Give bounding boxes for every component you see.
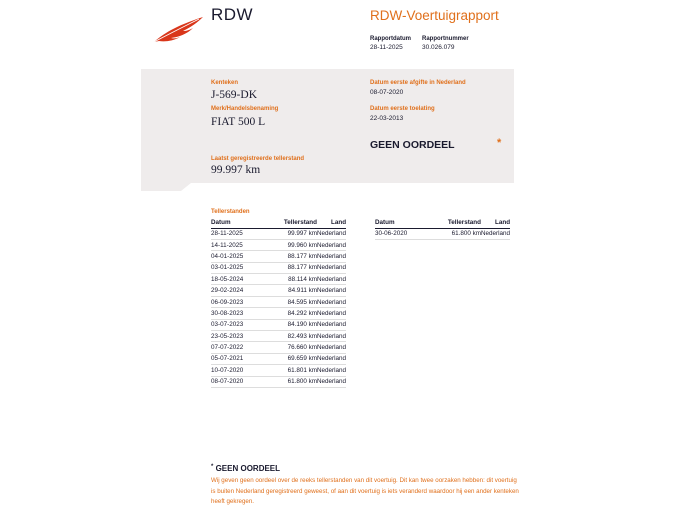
reading-country: Nederland [317, 353, 346, 364]
rapportnummer-value: 30.026.079 [422, 44, 455, 51]
reading-date: 05-07-2021 [211, 353, 267, 364]
reading-date: 03-07-2023 [211, 319, 267, 330]
reading-country: Nederland [317, 239, 346, 250]
reading-odometer: 88.177 km [267, 262, 317, 273]
reading-date: 29-02-2024 [211, 285, 267, 296]
table-header-row [375, 218, 510, 228]
reading-date: 08-07-2020 [211, 376, 267, 387]
table-row [375, 228, 510, 239]
teller-label: Laatst geregistreerde tellerstand [211, 156, 305, 162]
verdict-marker: * [497, 137, 502, 149]
reading-date: 07-07-2022 [211, 342, 267, 353]
column-header-datum: Datum [375, 218, 431, 228]
reading-country: Nederland [317, 342, 346, 353]
rdw-feather-logo-icon [153, 14, 205, 44]
reading-date: 10-07-2020 [211, 365, 267, 376]
report-title: RDW-Voertuigrapport [370, 8, 499, 23]
reading-odometer: 61.801 km [267, 365, 317, 376]
eerste-toelating-value: 22-03-2013 [370, 115, 404, 122]
footnote-text: Wij geven geen oordeel over de reeks tellerstanden van dit voertuig. Dit kan twee oorzaken hebben: dit voertuig is buiten Nederland geregistreerd geweest, of aan dit voertuig is iets veranderd waardoor hij een ander kenteken heeft gekregen. [211, 477, 519, 505]
column-header-land: Land [317, 218, 346, 228]
table-row [211, 319, 346, 330]
rapportnummer-label: Rapportnummer [422, 36, 469, 42]
column-header-datum: Datum [211, 218, 267, 228]
table-row [211, 239, 346, 250]
table-row [211, 296, 346, 307]
verdict-text: GEEN OORDEEL [370, 139, 455, 151]
table-row [211, 262, 346, 273]
table-row [211, 331, 346, 342]
reading-odometer: 84.190 km [267, 319, 317, 330]
reading-country: Nederland [481, 228, 510, 239]
tellerstanden-title: Tellerstanden [211, 209, 250, 215]
reading-odometer: 88.177 km [267, 251, 317, 262]
table-row [211, 308, 346, 319]
table-row [211, 365, 346, 376]
reading-country: Nederland [317, 365, 346, 376]
reading-date: 18-05-2024 [211, 274, 267, 285]
reading-country: Nederland [317, 274, 346, 285]
reading-date: 30-06-2020 [375, 228, 431, 239]
reading-country: Nederland [317, 285, 346, 296]
column-header-tellerstand: Tellerstand [267, 218, 317, 228]
eerste-afgifte-value: 08-07-2020 [370, 89, 404, 96]
readings-table-left [211, 218, 346, 388]
reading-country: Nederland [317, 262, 346, 273]
reading-country: Nederland [317, 251, 346, 262]
reading-country: Nederland [317, 228, 346, 239]
reading-date: 03-01-2025 [211, 262, 267, 273]
reading-odometer: 61.800 km [431, 228, 481, 239]
reading-country: Nederland [317, 376, 346, 387]
table-header-row [211, 218, 346, 228]
reading-date: 06-09-2023 [211, 296, 267, 307]
footnote-marker: * [211, 464, 214, 470]
reading-odometer: 84.595 km [267, 296, 317, 307]
reading-date: 28-11-2025 [211, 228, 267, 239]
reading-odometer: 99.960 km [267, 239, 317, 250]
brand-name: RDW [211, 5, 254, 24]
reading-country: Nederland [317, 308, 346, 319]
reading-date: 14-11-2025 [211, 239, 267, 250]
merk-label: Merk/Handelsbenaming [211, 106, 279, 112]
merk-value: FIAT 500 L [211, 116, 266, 128]
reading-odometer: 69.659 km [267, 353, 317, 364]
reading-date: 23-05-2023 [211, 331, 267, 342]
table-row [211, 353, 346, 364]
table-row [211, 251, 346, 262]
kenteken-value: J-569-DK [211, 89, 257, 101]
reading-odometer: 99.997 km [267, 228, 317, 239]
reading-country: Nederland [317, 296, 346, 307]
table-row [211, 285, 346, 296]
vehicle-info-panel-tab [141, 183, 181, 191]
reading-date: 04-01-2025 [211, 251, 267, 262]
kenteken-label: Kenteken [211, 80, 239, 86]
rapportdatum-label: Rapportdatum [370, 36, 411, 42]
reading-odometer: 84.911 km [267, 285, 317, 296]
footnote-title-text: GEEN OORDEEL [215, 464, 281, 473]
reading-date: 30-08-2023 [211, 308, 267, 319]
rapportdatum-value: 28-11-2025 [370, 44, 403, 51]
eerste-toelating-label: Datum eerste toelating [370, 106, 435, 112]
reading-odometer: 76.660 km [267, 342, 317, 353]
table-row [211, 376, 346, 387]
reading-odometer: 82.493 km [267, 331, 317, 342]
table-row [211, 274, 346, 285]
table-row [211, 228, 346, 239]
column-header-land: Land [481, 218, 510, 228]
teller-value: 99.997 km [211, 164, 261, 176]
eerste-afgifte-label: Datum eerste afgifte in Nederland [370, 80, 466, 86]
column-header-tellerstand: Tellerstand [431, 218, 481, 228]
reading-country: Nederland [317, 331, 346, 342]
readings-table-right [375, 218, 510, 240]
reading-odometer: 61.800 km [267, 376, 317, 387]
table-row [211, 342, 346, 353]
footnote-title [211, 464, 280, 473]
vehicle-info-panel [141, 69, 514, 183]
reading-country: Nederland [317, 319, 346, 330]
reading-odometer: 88.114 km [267, 274, 317, 285]
reading-odometer: 84.292 km [267, 308, 317, 319]
